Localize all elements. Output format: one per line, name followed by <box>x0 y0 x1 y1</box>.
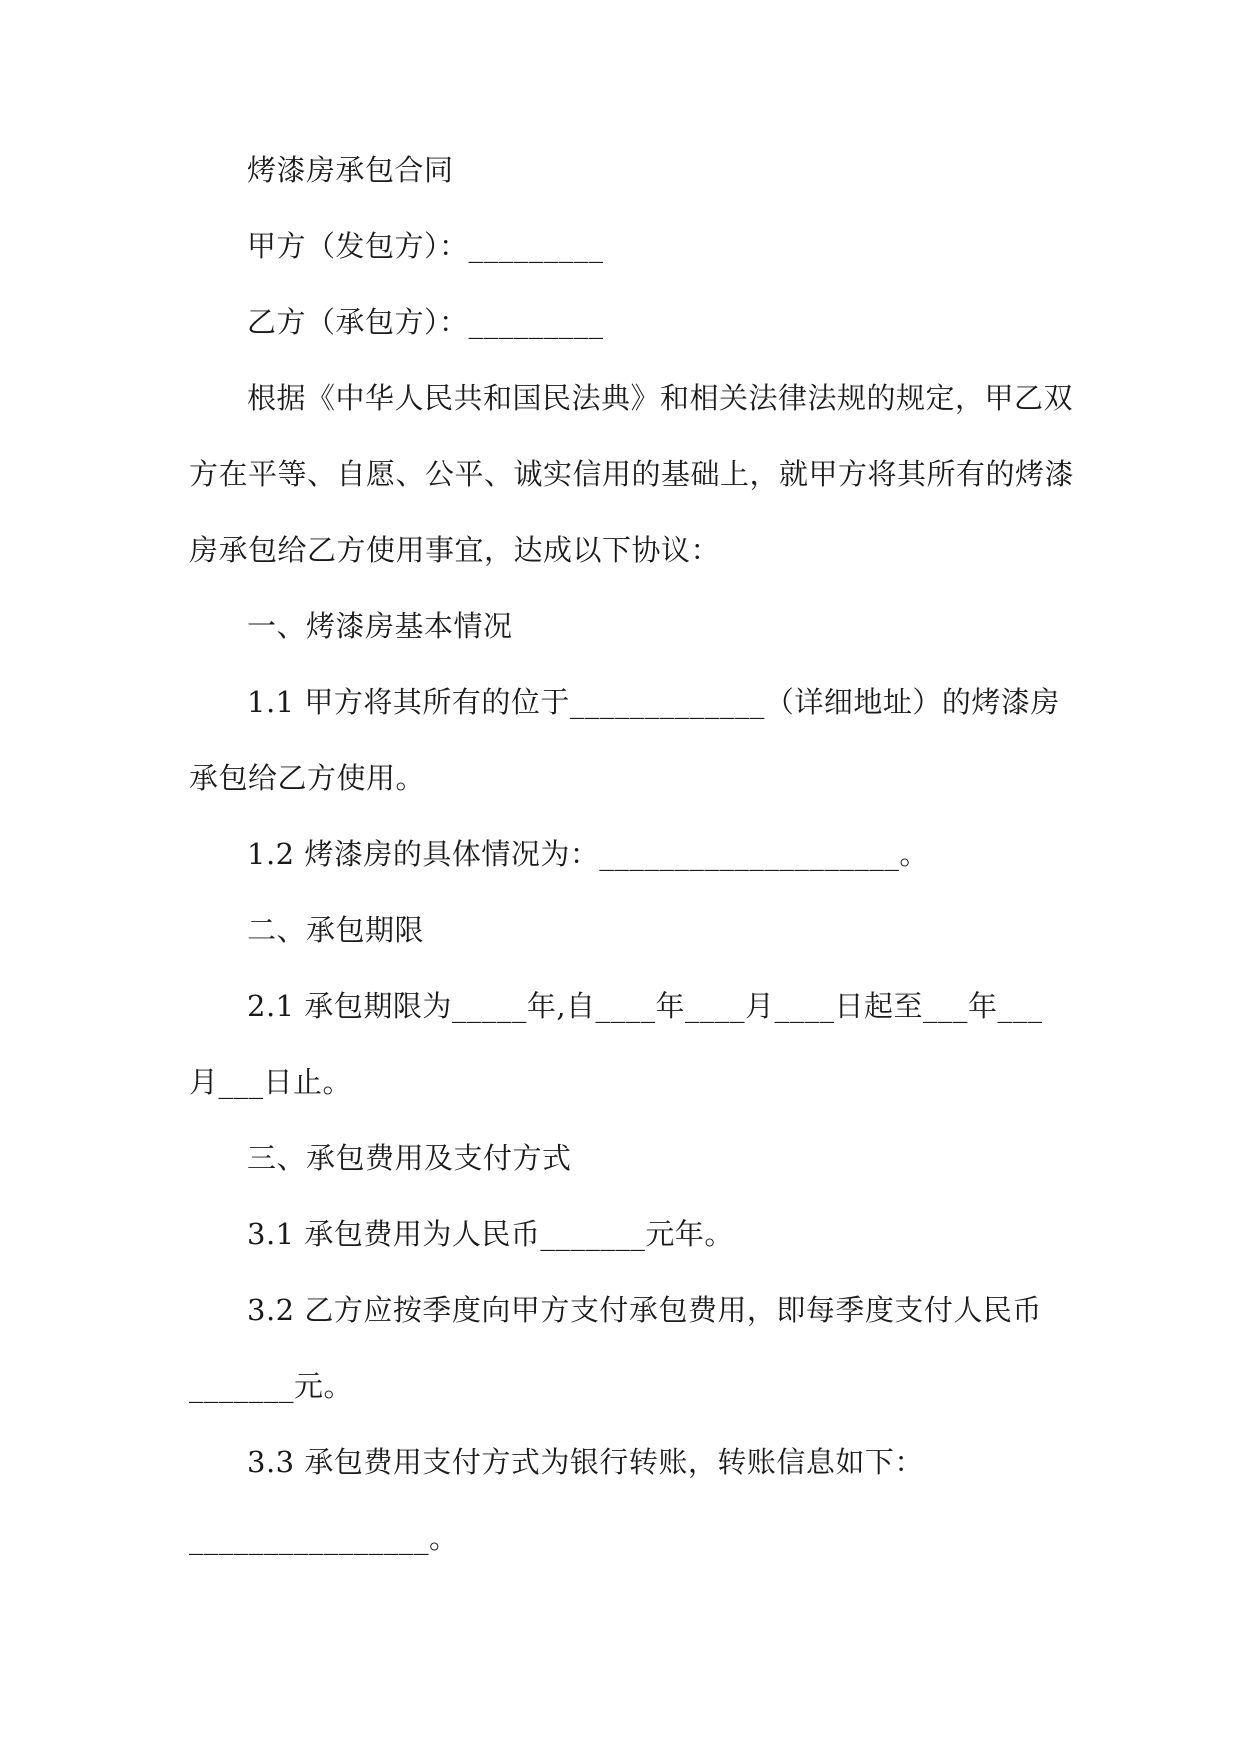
party-a-line: 甲方（发包方）：_________ <box>247 229 604 263</box>
clause-3-2-line-2: _______元。 <box>189 1369 354 1403</box>
section-heading-2: 二、承包期限 <box>247 913 425 947</box>
clause-1-2: 1.2 烤漆房的具体情况为：____________________。 <box>247 837 929 871</box>
party-b-line: 乙方（承包方）：_________ <box>247 305 604 339</box>
preamble-line-3: 房承包给乙方使用事宜，达成以下协议： <box>189 533 721 567</box>
clause-1-1-line-2: 承包给乙方使用。 <box>189 761 426 795</box>
clause-3-3-line-2: ________________。 <box>189 1521 459 1555</box>
clause-2-1-line-2: 月___日止。 <box>189 1065 353 1099</box>
clause-3-3-line-1: 3.3 承包费用支付方式为银行转账，转账信息如下： <box>247 1445 924 1479</box>
preamble-line-1: 根据《中华人民共和国民法典》和相关法律法规的规定，甲乙双 <box>247 381 1074 415</box>
section-heading-1: 一、烤漆房基本情况 <box>247 609 513 643</box>
clause-3-1: 3.1 承包费用为人民币_______元年。 <box>247 1217 734 1251</box>
clause-3-2-line-1: 3.2 乙方应按季度向甲方支付承包费用，即每季度支付人民币 <box>247 1293 1042 1327</box>
clause-2-1-line-1: 2.1 承包期限为_____年,自____年____月____日起至___年___ <box>247 989 1043 1023</box>
document-title: 烤漆房承包合同 <box>247 153 454 187</box>
clause-1-1-line-1: 1.1 甲方将其所有的位于_____________（详细地址）的烤漆房 <box>247 685 1060 719</box>
preamble-line-2: 方在平等、自愿、公平、诚实信用的基础上，就甲方将其所有的烤漆 <box>189 457 1075 491</box>
section-heading-3: 三、承包费用及支付方式 <box>247 1141 572 1175</box>
